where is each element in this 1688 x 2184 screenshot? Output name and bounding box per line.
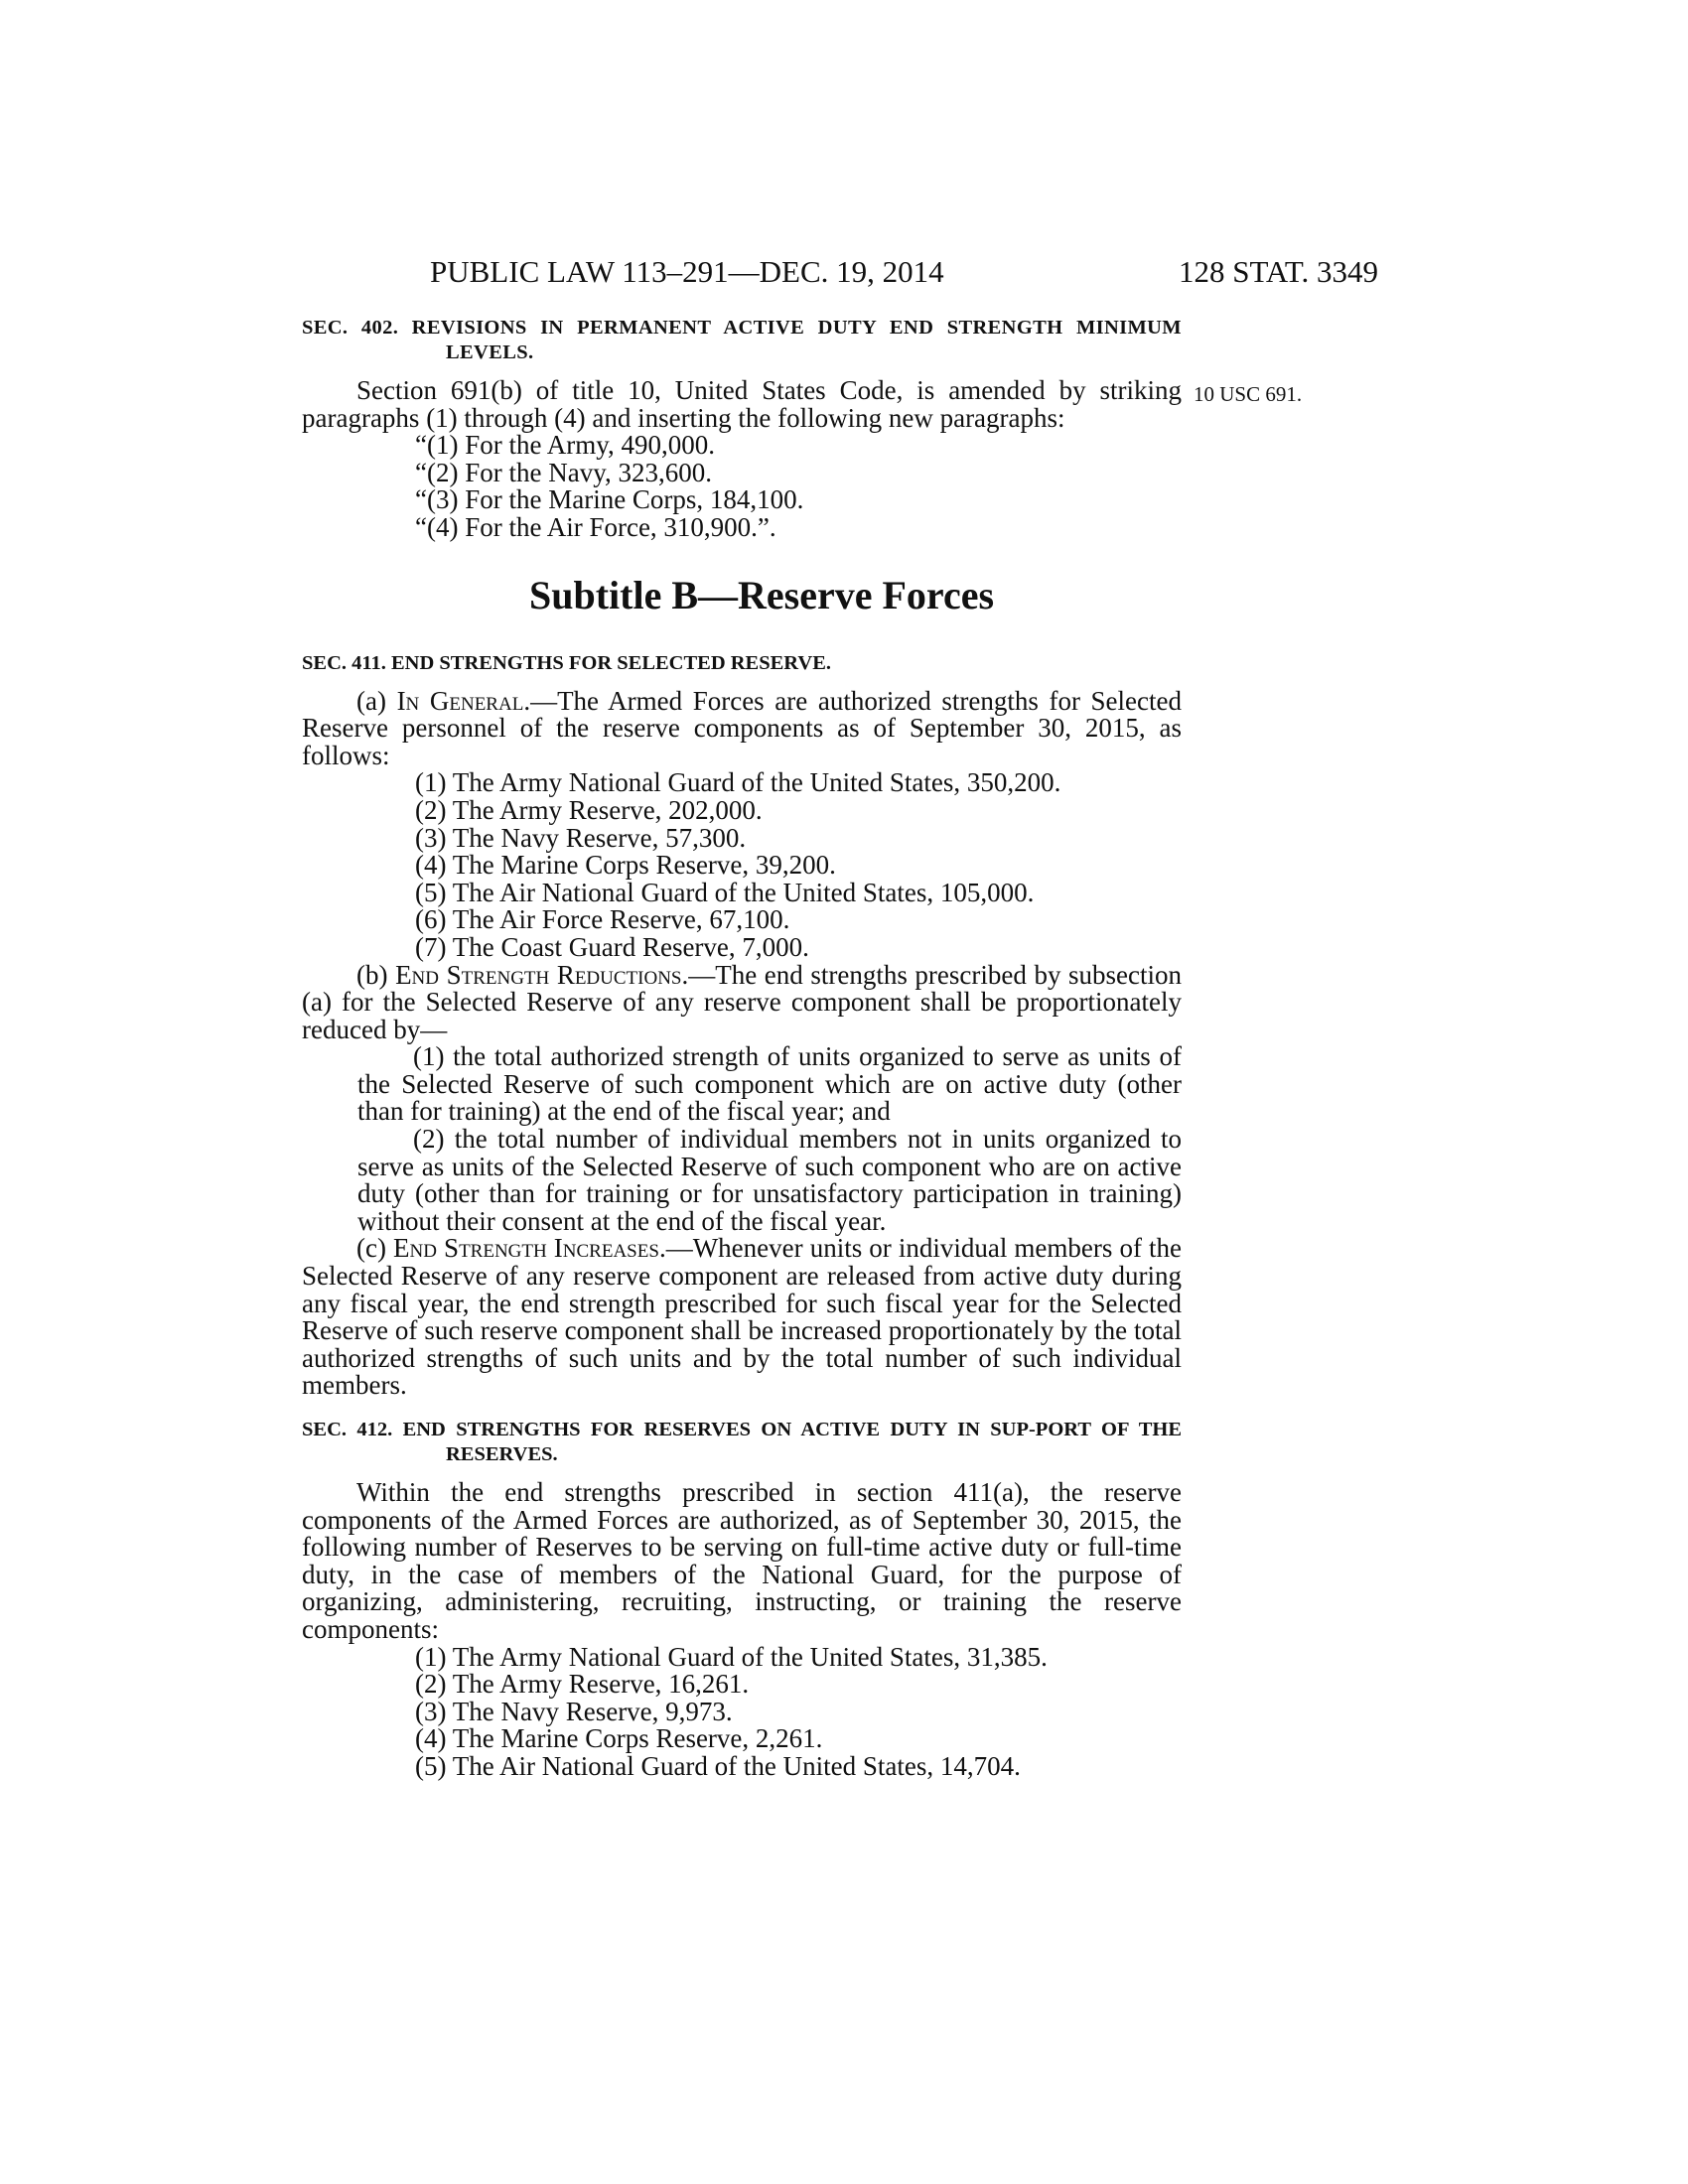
list-item: “(3) For the Marine Corps, 184,100. xyxy=(415,484,804,515)
section-paragraph: Section 691(b) of title 10, United States Code, is amended by striking paragraphs (1) through (4) and inserting the following new paragraphs: xyxy=(302,375,1182,433)
list-item: (2) the total number of individual members not in units organized to serve as units of the Selected Reserve of such component who are on active duty (other than for training or for unsatisfactory participation in training) without their consent at the end of the fiscal year. xyxy=(357,1124,1182,1236)
subsection-label: (b) xyxy=(356,959,396,990)
subsection-text: .—Whenever units or individual members of the Selected Reserve of any reserve component are released from active duty during any fiscal year, the end strength prescribed for such fiscal year for the Selected Reserve of such reserve component shall be increased proportionately by the total authorized strengths of such units and by the total number of such individual members. xyxy=(302,1233,1182,1401)
statute-page-number: 128 STAT. 3349 xyxy=(1178,254,1378,289)
subsection-b xyxy=(302,959,1183,1044)
section-heading: SEC. 402. REVISIONS IN PERMANENT ACTIVE DUTY END STRENGTH MINIMUM LEVELS. xyxy=(302,317,1182,363)
subsection-a xyxy=(302,685,1182,770)
subsection-caption: End Strength Reductions xyxy=(395,959,682,990)
section-402 xyxy=(302,316,1182,542)
page-header xyxy=(298,254,1378,294)
list-item: (4) The Marine Corps Reserve, 2,261. xyxy=(415,1723,823,1754)
subtitle-heading: Subtitle B—Reserve Forces xyxy=(528,572,995,617)
list-item: (6) The Air Force Reserve, 67,100. xyxy=(415,904,790,935)
section-paragraph: Within the end strengths prescribed in section 411(a), the reserve components of the Armed Forces are authorized, as of September 30, 2015, the following number of Reserves to be serving on full-time active duty or full-time duty, in the case of members of the National Guard, for the purpose of organizing, administering, recruiting, instructing, or training the reserve components: xyxy=(302,1477,1182,1644)
subsection-caption: In General xyxy=(396,685,524,716)
list-item: (1) the total authorized strength of units organized to serve as units of the Selected Reserve of such component which are on active duty (other than for training) at the end of the fiscal year; and xyxy=(357,1041,1182,1127)
list-item: (3) The Navy Reserve, 57,300. xyxy=(415,822,747,853)
list-item: “(2) For the Navy, 323,600. xyxy=(415,457,712,487)
list-item: (5) The Air National Guard of the United States, 14,704. xyxy=(415,1750,1021,1781)
list-item: “(1) For the Army, 490,000. xyxy=(415,430,715,461)
list-item: (1) The Army National Guard of the United States, 350,200. xyxy=(415,767,1061,798)
subsection-label: (a) xyxy=(356,685,397,716)
list-item: (7) The Coast Guard Reserve, 7,000. xyxy=(415,931,809,962)
subsection-c xyxy=(302,1235,1182,1400)
document-body xyxy=(302,316,1182,1781)
margin-citation: 10 USC 691. xyxy=(1194,382,1303,406)
section-heading: SEC. 411. END STRENGTHS FOR SELECTED RESERVE. xyxy=(302,651,831,674)
list-item: (2) The Army Reserve, 202,000. xyxy=(415,794,763,825)
list-item: (3) The Navy Reserve, 9,973. xyxy=(415,1696,733,1726)
list-item: (1) The Army National Guard of the United States, 31,385. xyxy=(415,1641,1048,1672)
section-411 xyxy=(302,651,1182,1400)
subsection-text: .—The Armed Forces are authorized strengths for Selected Reserve personnel of the reserve components as of September 30, 2015, as follows: xyxy=(302,685,1182,770)
subsection-label: (c) xyxy=(356,1233,394,1264)
list-item: (4) The Marine Corps Reserve, 39,200. xyxy=(415,850,836,881)
running-head-title: PUBLIC LAW 113–291—DEC. 19, 2014 xyxy=(430,254,944,289)
section-412 xyxy=(302,1418,1182,1781)
subsection-caption: End Strength Increases xyxy=(393,1233,659,1264)
subsection-text: .—The end strengths prescribed by subsection (a) for the Selected Reserve of any reserve component shall be proportionately reduced by— xyxy=(302,959,1183,1044)
list-item: (5) The Air National Guard of the United States, 105,000. xyxy=(415,877,1035,907)
list-item: “(4) For the Air Force, 310,900.”. xyxy=(415,511,776,542)
list-item: (2) The Army Reserve, 16,261. xyxy=(415,1669,750,1700)
section-heading: SEC. 412. END STRENGTHS FOR RESERVES ON ACTIVE DUTY IN SUP-PORT OF THE RESERVES. xyxy=(302,1419,1182,1465)
